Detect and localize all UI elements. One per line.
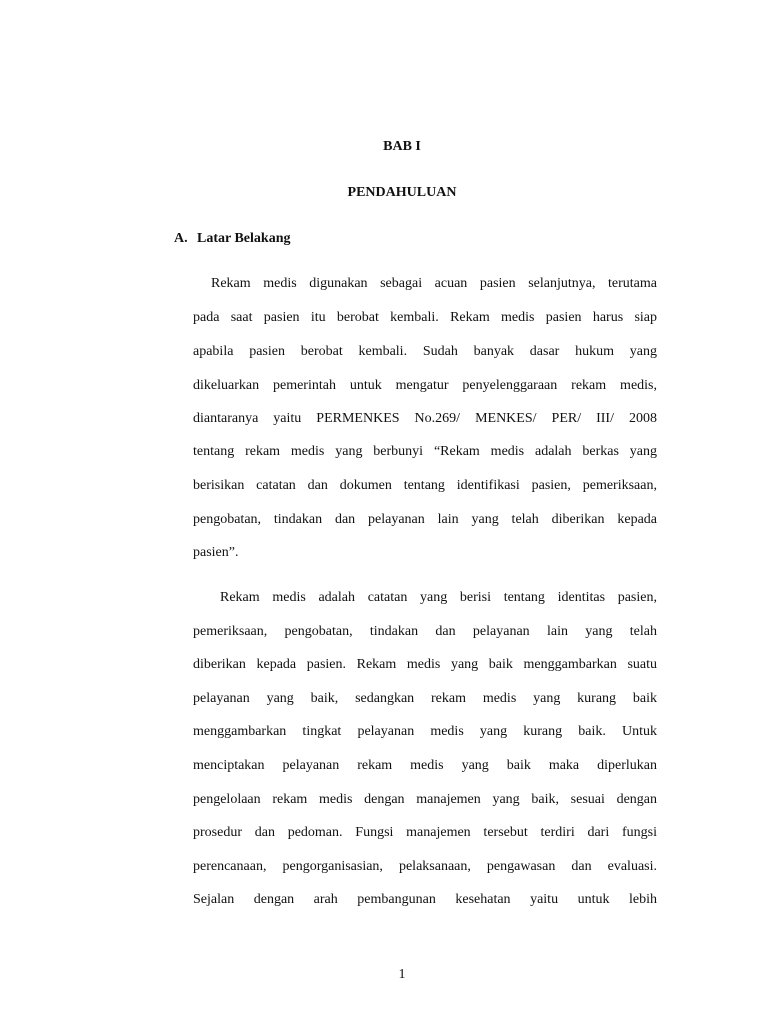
- paragraph-line: prosedur dan pedoman. Fungsi manajemen tersebut terdiri dari fungsi: [193, 825, 657, 840]
- paragraph-line: diantaranya yaitu PERMENKES No.269/ MENKES/ PER/ III/ 2008: [193, 411, 657, 426]
- paragraph-line: menciptakan pelayanan rekam medis yang baik maka diperlukan: [193, 758, 657, 773]
- page-number: 1: [398, 967, 406, 982]
- paragraph-line: tentang rekam medis yang berbunyi “Rekam medis adalah berkas yang: [193, 444, 657, 459]
- section-heading: [174, 230, 290, 248]
- paragraph-line: pada saat pasien itu berobat kembali. Rekam medis pasien harus siap: [193, 310, 657, 325]
- paragraph-line: Rekam medis adalah catatan yang berisi tentang identitas pasien,: [220, 590, 657, 605]
- chapter-number: BAB I: [383, 139, 421, 154]
- paragraph-line: pelayanan yang baik, sedangkan rekam medis yang kurang baik: [193, 691, 657, 706]
- paragraph-line: diberikan kepada pasien. Rekam medis yang baik menggambarkan suatu: [193, 657, 657, 672]
- paragraph-line: Sejalan dengan arah pembangunan kesehatan yaitu untuk lebih: [193, 892, 657, 907]
- chapter-title: PENDAHULUAN: [347, 185, 457, 200]
- paragraph-line: perencanaan, pengorganisasian, pelaksanaan, pengawasan dan evaluasi.: [193, 859, 657, 874]
- paragraph-line: menggambarkan tingkat pelayanan medis yang kurang baik. Untuk: [193, 724, 657, 739]
- paragraph-line: berisikan catatan dan dokumen tentang identifikasi pasien, pemeriksaan,: [193, 478, 657, 493]
- paragraph-line: pengelolaan rekam medis dengan manajemen yang baik, sesuai dengan: [193, 792, 657, 807]
- section-marker: A.: [174, 231, 188, 246]
- section-title: Latar Belakang: [197, 231, 291, 246]
- paragraph-line: apabila pasien berobat kembali. Sudah banyak dasar hukum yang: [193, 344, 657, 359]
- paragraph-line: Rekam medis digunakan sebagai acuan pasien selanjutnya, terutama: [211, 276, 657, 291]
- paragraph-line: pasien”.: [193, 545, 239, 560]
- paragraph-line: dikeluarkan pemerintah untuk mengatur penyelenggaraan rekam medis,: [193, 378, 657, 393]
- paragraph-line: pengobatan, tindakan dan pelayanan lain yang telah diberikan kepada: [193, 512, 657, 527]
- paragraph-line: pemeriksaan, pengobatan, tindakan dan pelayanan lain yang telah: [193, 624, 657, 639]
